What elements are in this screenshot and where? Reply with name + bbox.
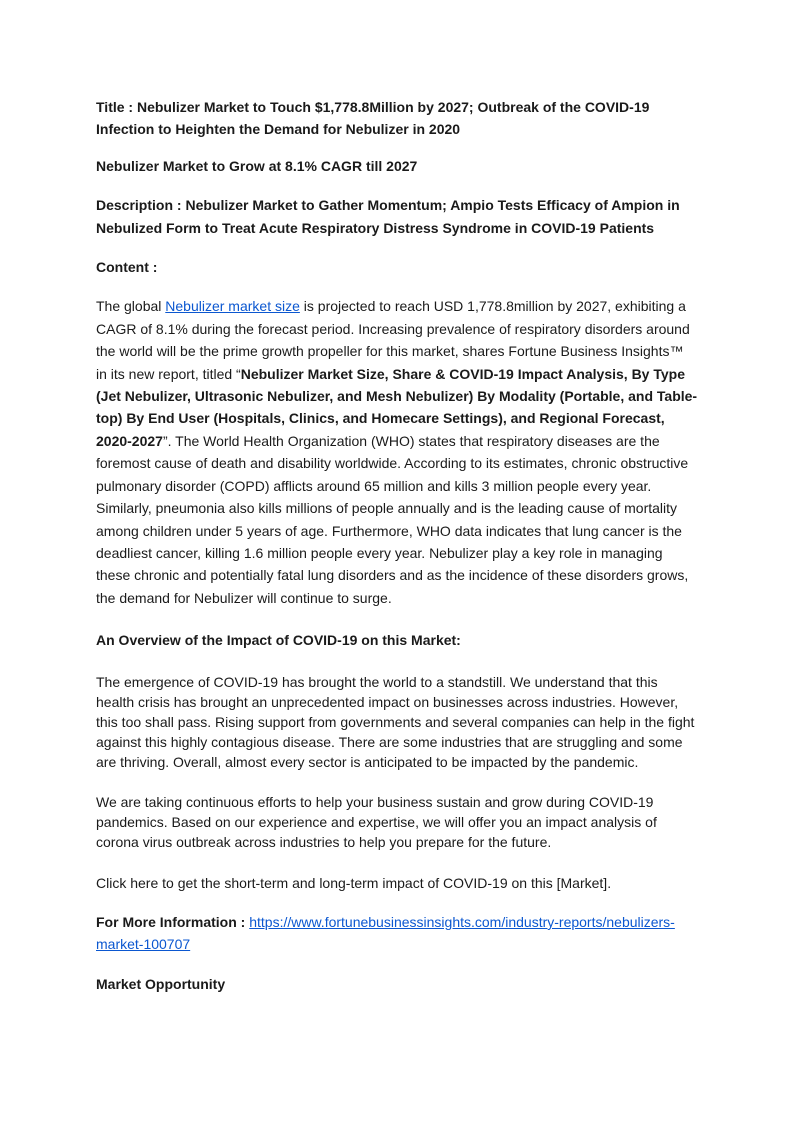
- document-subtitle: Nebulizer Market to Grow at 8.1% CAGR till 2027: [96, 157, 418, 174]
- intro-text-end: ”. The World Health Organization (WHO) states that respiratory diseases are the foremost cause of death and disability worldwide. According to its estimates, chronic obstructive pulmonary disorder (COPD) afflicts around 65 million and kills 3 million people every year. Similarly, pneumonia also kills millions of people annually and is the leading cause of mortality among children under 5 years of age. Furthermore, WHO data indicates that lung cancer is the deadliest cancer, killing 1.6 million people every year. Nebulizer play a key role in managing these chronic and potentially fatal lung disorders and as the incidence of these disorders grows, the demand for Nebulizer will continue to surge.: [96, 432, 689, 606]
- continuous-efforts-paragraph: We are taking continuous efforts to help your business sustain and grow during COVID-19 pandemics. Based on our experience and expertise, we will offer you an impact analysis of corona virus outbreak across industries to help you prepare for the future.: [96, 793, 657, 850]
- intro-paragraph: [96, 295, 698, 609]
- overview-heading: An Overview of the Impact of COVID-19 on this Market:: [96, 632, 461, 649]
- intro-text-start: The global: [96, 298, 166, 315]
- market-size-link[interactable]: Nebulizer market size: [165, 298, 300, 315]
- click-here-paragraph: Click here to get the short-term and long-term impact of COVID-19 on this [Market].: [96, 874, 612, 891]
- intro-text-middle: is projected to reach USD 1,778.8million by 2027, exhibiting a CAGR of 8.1% during the forecast period. Increasing prevalence of respiratory disorders around the world will be the prime growth propeller for this market, shares Fortune Business Insights™ in its new report, titled “: [96, 298, 690, 382]
- more-info-paragraph: [96, 911, 698, 956]
- document-title: Title : Nebulizer Market to Touch $1,778.8Million by 2027; Outbreak of the COVID-19 Infection to Heighten the Demand for Nebulizer in 2020: [96, 99, 650, 138]
- content-label: Content :: [96, 259, 158, 276]
- report-url-link[interactable]: https://www.fortunebusinessinsights.com/industry-reports/nebulizers-market-100707: [96, 913, 675, 953]
- document-page: [96, 96, 698, 995]
- covid-impact-paragraph: The emergence of COVID-19 has brought the world to a standstill. We understand that this health crisis has brought an unprecedented impact on businesses across industries. However, this too shall pass. Rising support from governments and several companies can help in the fight against this highly contagious disease. There are some industries that are struggling and some are thriving. Overall, almost every sector is anticipated to be impacted by the pandemic.: [96, 673, 695, 770]
- more-info-label: For More Information :: [96, 913, 250, 930]
- market-opportunity-heading: Market Opportunity: [96, 975, 226, 992]
- report-title: Nebulizer Market Size, Share & COVID-19 Impact Analysis, By Type (Jet Nebulizer, Ultrasonic Nebulizer, and Mesh Nebulizer) By Modality (Portable, and Table-top) By End User (Hospitals, Clinics, and Homecare Settings), and Regional Forecast, 2020-2027: [96, 365, 698, 449]
- document-description: Description : Nebulizer Market to Gather Momentum; Ampio Tests Efficacy of Ampion in Nebulized Form to Treat Acute Respiratory Distress Syndrome in COVID-19 Patients: [96, 197, 680, 236]
